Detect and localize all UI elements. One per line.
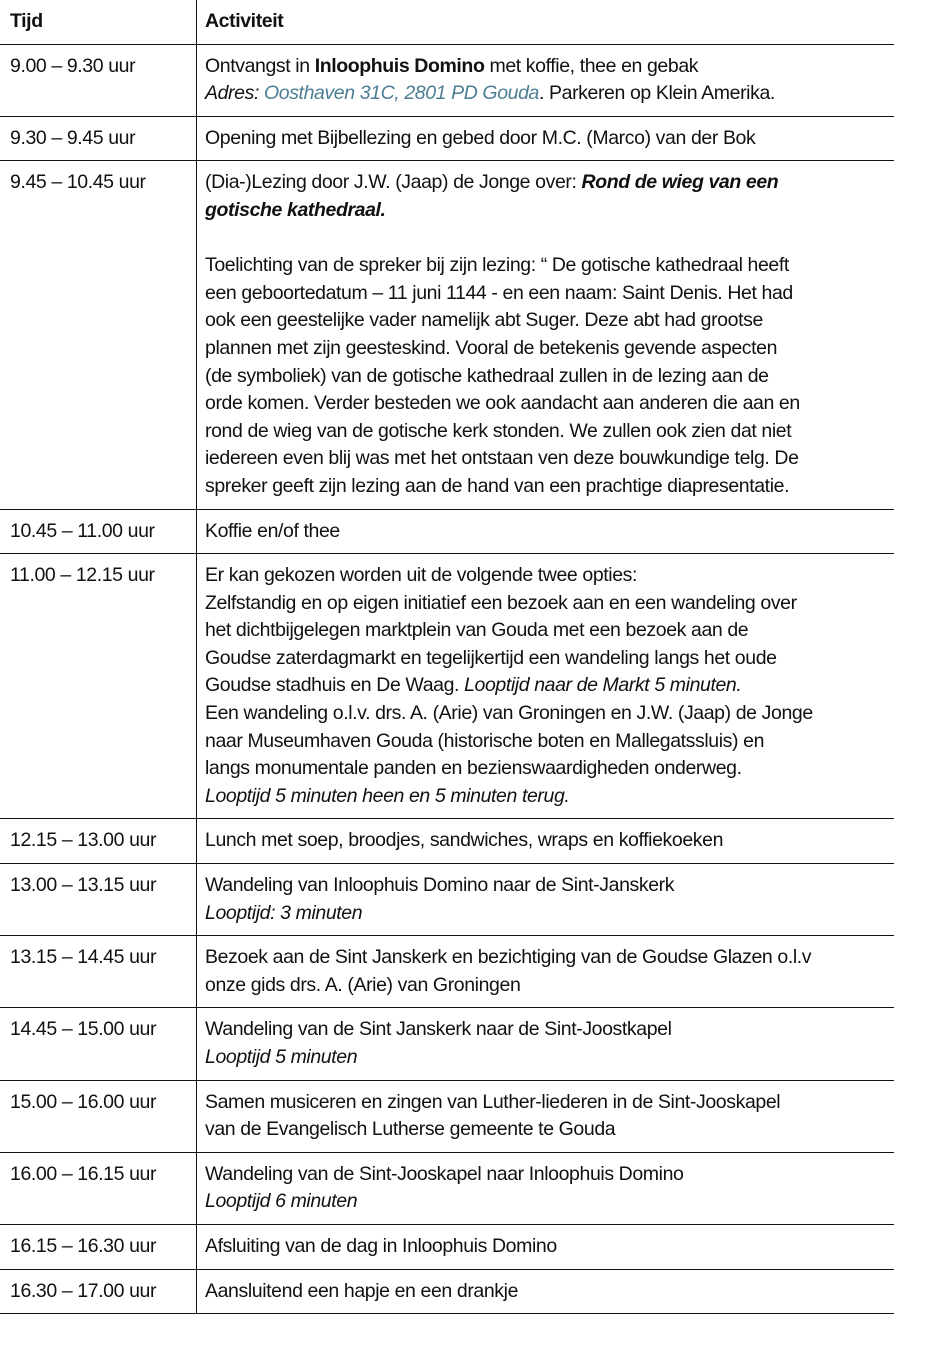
row-activity <box>197 819 895 864</box>
table-row <box>0 1224 894 1269</box>
lecture-title: Rond de wieg van een <box>581 171 779 194</box>
activity-text: Afsluiting van de dag in Inloophuis Domino <box>205 1234 557 1257</box>
row-activity <box>197 936 895 1008</box>
walking-time: Looptijd 5 minuten heen en 5 minuten terug. <box>205 784 570 807</box>
activity-text: (Dia-)Lezing door J.W. (Jaap) de Jonge over: <box>205 171 582 194</box>
row-activity <box>197 864 895 936</box>
table-row <box>0 554 894 819</box>
option-one-text: Goudse zaterdagmarkt en tegelijkertijd een wandeling langs het oude <box>205 646 777 669</box>
activity-text: Wandeling van de Sint Janskerk naar de Sint-Joostkapel <box>205 1018 672 1041</box>
walking-time: Looptijd: 3 minuten <box>205 901 363 924</box>
row-activity <box>197 554 895 819</box>
lecture-description: iedereen even blij was met het ontstaan ven deze bouwkundige telg. De <box>205 447 799 470</box>
walking-time: Looptijd 5 minuten <box>205 1046 358 1068</box>
option-one-text: Goudse stadhuis en De Waag. <box>205 674 465 697</box>
option-one-text: het dichtbijgelegen marktplein van Gouda met een bezoek aan de <box>205 619 749 642</box>
address-label: Adres: <box>205 82 264 105</box>
option-two-text: naar Museumhaven Gouda (historische boten en Mallegatssluis) en <box>205 729 765 752</box>
table-row <box>0 161 894 509</box>
table-row <box>0 819 894 864</box>
lecture-description: rond de wieg van de gotische kerk stonden. We zullen ook zien dat niet <box>205 419 792 442</box>
table-row <box>0 1152 894 1224</box>
activity-text: Opening met Bijbellezing en gebed door M.C. (Marco) van der Bok <box>205 126 756 149</box>
address-link[interactable]: Oosthaven 31C, 2801 PD Gouda <box>263 82 539 105</box>
lecture-description: orde komen. Verder besteden we ook aandacht aan anderen die aan en <box>205 392 800 415</box>
activity-text: Bezoek aan de Sint Janskerk en bezichtiging van de Goudse Glazen o.l.v <box>205 946 812 969</box>
row-time: 14.45 – 15.00 uur <box>0 1008 197 1080</box>
activity-text: van de Evangelisch Lutherse gemeente te Gouda <box>205 1118 616 1141</box>
table-row <box>0 44 894 116</box>
row-activity <box>197 509 895 554</box>
activity-text: onze gids drs. A. (Arie) van Groningen <box>205 973 521 996</box>
row-time: 16.00 – 16.15 uur <box>0 1152 197 1224</box>
row-activity <box>197 1008 895 1080</box>
row-time: 9.00 – 9.30 uur <box>0 44 197 116</box>
row-activity <box>197 44 895 116</box>
lecture-description: (de symboliek) van de gotische kathedraal zullen in de lezing aan de <box>205 364 769 387</box>
lecture-description: plannen met zijn geesteskind. Vooral de betekenis gevende aspecten <box>205 336 778 359</box>
row-activity <box>197 1224 895 1269</box>
lecture-description: ook een geestelijke vader namelijk abt Suger. Deze abt had grootse <box>205 309 763 332</box>
row-time: 9.45 – 10.45 uur <box>0 161 197 509</box>
option-two-text: langs monumentale panden en bezienswaardigheden onderweg. <box>205 757 742 780</box>
activity-text: Samen musiceren en zingen van Luther-liederen in de Sint-Jooskapel <box>205 1090 781 1113</box>
row-activity <box>197 1080 895 1152</box>
header-time: Tijd <box>0 0 197 44</box>
row-activity <box>197 161 895 509</box>
lecture-title: gotische kathedraal. <box>205 198 386 221</box>
row-time: 10.45 – 11.00 uur <box>0 509 197 554</box>
row-time: 16.30 – 17.00 uur <box>0 1269 197 1314</box>
table-row <box>0 1008 894 1080</box>
row-time: 13.00 – 13.15 uur <box>0 864 197 936</box>
table-row <box>0 1269 894 1314</box>
activity-text: met koffie, thee en gebak <box>484 54 699 77</box>
row-activity <box>197 1152 895 1224</box>
activity-text: Er kan gekozen worden uit de volgende twee opties: <box>205 564 638 587</box>
walking-time: Looptijd 6 minuten <box>205 1190 358 1213</box>
row-activity <box>197 116 895 161</box>
venue-name: Inloophuis Domino <box>314 54 485 77</box>
row-time: 11.00 – 12.15 uur <box>0 554 197 819</box>
activity-text: Wandeling van Inloophuis Domino naar de Sint-Janskerk <box>205 874 675 897</box>
row-time: 9.30 – 9.45 uur <box>0 116 197 161</box>
lecture-description: spreker geeft zijn lezing aan de hand van een prachtige diapresentatie. <box>205 474 790 497</box>
activity-text: Ontvangst in <box>205 54 315 77</box>
table-row <box>0 1080 894 1152</box>
activity-text: Aansluitend een hapje en een drankje <box>205 1279 519 1302</box>
activity-text: Lunch met soep, broodjes, sandwiches, wraps en koffiekoeken <box>205 829 724 852</box>
activity-text: Koffie en/of thee <box>205 519 340 542</box>
table-row <box>0 509 894 554</box>
row-time: 12.15 – 13.00 uur <box>0 819 197 864</box>
activity-text: Wandeling van de Sint-Jooskapel naar Inloophuis Domino <box>205 1162 684 1185</box>
table-row <box>0 864 894 936</box>
table-row <box>0 936 894 1008</box>
row-time: 13.15 – 14.45 uur <box>0 936 197 1008</box>
paragraph-gap <box>205 225 894 253</box>
option-two-text: Een wandeling o.l.v. drs. A. (Arie) van Groningen en J.W. (Jaap) de Jonge <box>205 702 813 725</box>
lecture-description: een geboortedatum – 11 juni 1144 - en een naam: Saint Denis. Het had <box>205 281 793 304</box>
walking-time: Looptijd naar de Markt 5 minuten. <box>464 674 742 697</box>
row-time: 15.00 – 16.00 uur <box>0 1080 197 1152</box>
option-one-text: Zelfstandig en op eigen initiatief een bezoek aan en een wandeling over <box>205 591 797 614</box>
row-time: 16.15 – 16.30 uur <box>0 1224 197 1269</box>
table-header-row <box>0 0 894 44</box>
header-activity: Activiteit <box>197 0 895 44</box>
lecture-description: Toelichting van de spreker bij zijn lezing: “ De gotische kathedraal heeft <box>205 254 789 277</box>
parking-text: . Parkeren op Klein Amerika. <box>538 82 775 105</box>
table-row <box>0 116 894 161</box>
row-activity <box>197 1269 895 1314</box>
